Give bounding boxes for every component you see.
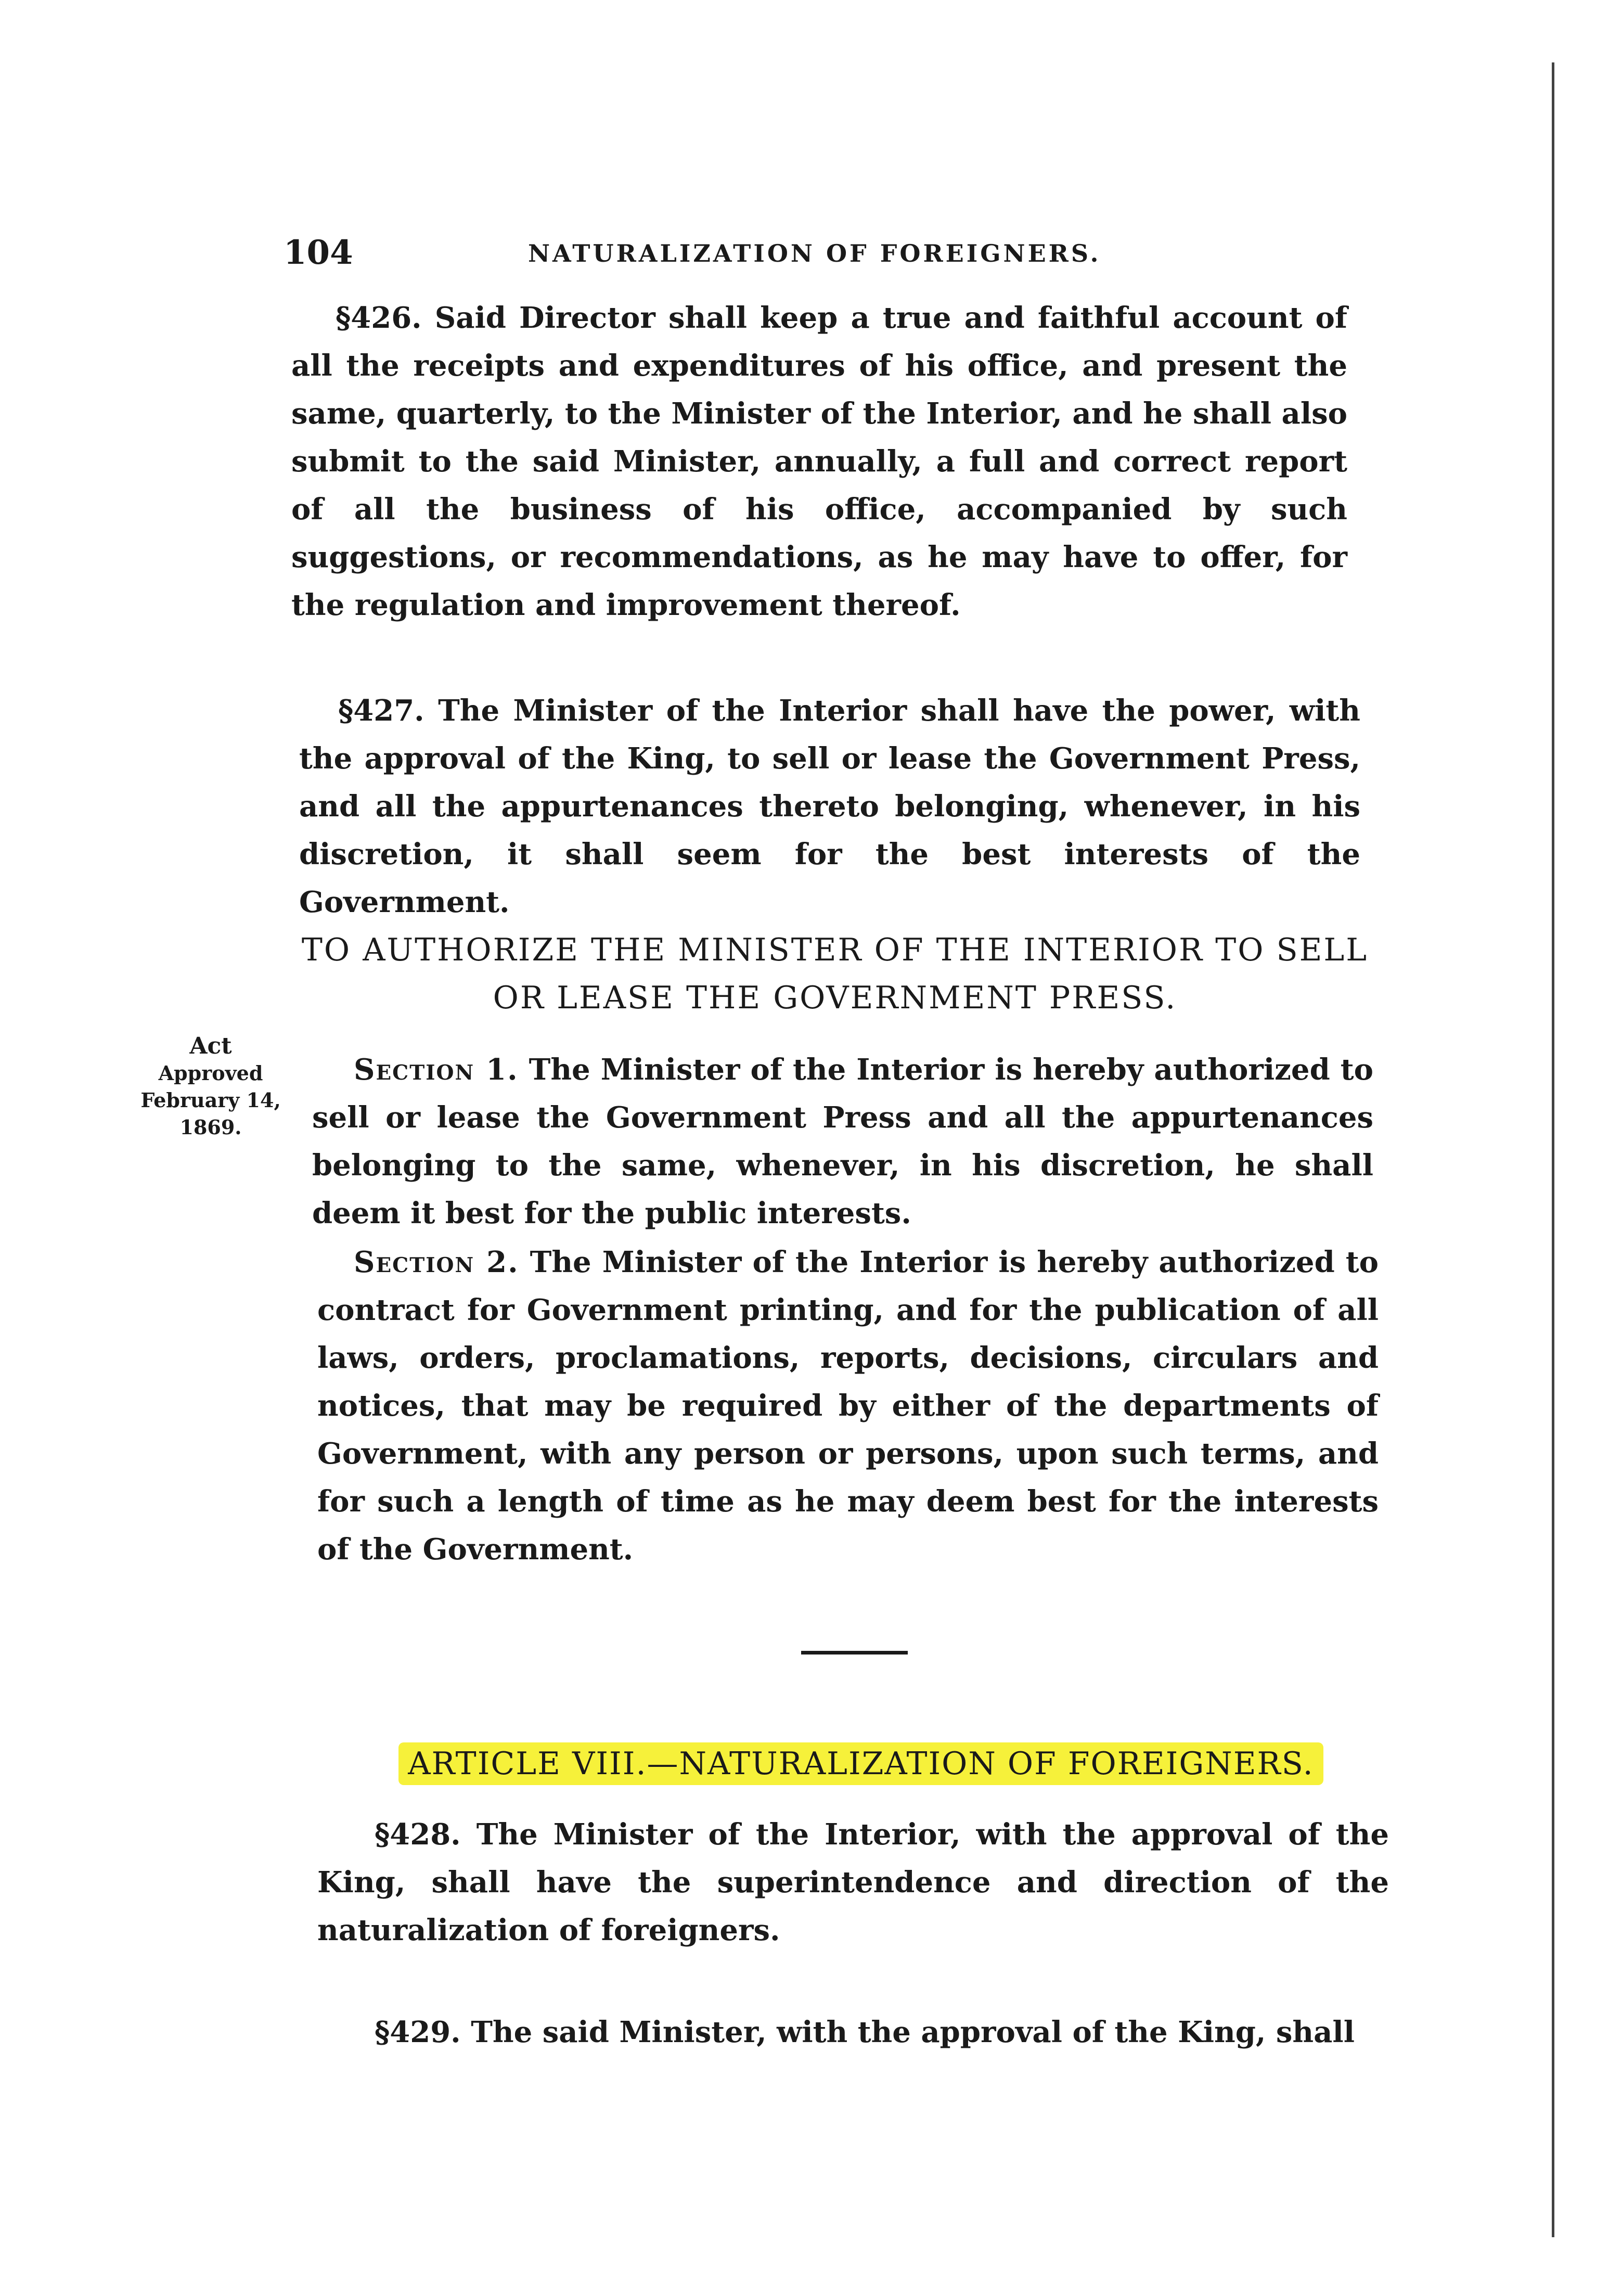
margin-note-title: Act <box>189 1033 232 1059</box>
section-427 <box>299 687 1360 926</box>
article-heading <box>359 1735 1363 1792</box>
section-label: Section 2. <box>354 1245 519 1279</box>
section-text: The Minister of the Interior shall have the power, with the approval of the King, to sell or lease the Government Press, and all the appurtenances thereto belonging, whenever, in his discretion, it shall seem for the best interests of the Government. <box>299 694 1360 919</box>
section-number: §429. <box>375 2015 461 2049</box>
margin-note-text: Approved February 14, 1869. <box>140 1061 281 1139</box>
act-section-2 <box>317 1238 1379 1573</box>
article-heading-text: ARTICLE VIII.—NATURALIZATION OF FOREIGNERS. <box>398 1742 1323 1785</box>
section-number: §427. <box>338 694 424 728</box>
margin-note <box>112 1033 310 1141</box>
section-text: The Minister of the Interior is hereby authorized to sell or lease the Government Press and all the appurtenances belonging to the same, whenever, in his discretion, he shall deem it best for the public interests. <box>312 1053 1373 1230</box>
section-label: Section 1. <box>354 1053 519 1087</box>
act-heading: TO AUTHORIZE THE MINISTER OF THE INTERIOR TO SELL OR LEASE THE GOVERNMENT PRESS. <box>301 932 1369 1016</box>
section-text: Said Director shall keep a true and faithful account of all the receipts and expenditures of his office, and present the same, quarterly, to the Minister of the Interior, and he shall also submit to the said Minister, annually, a full and correct report of all the business of his office, accompanied by such suggestions, or recommendations, as he may have to offer, for the regulation and improvement thereof. <box>291 301 1348 622</box>
section-text: The Minister of the Interior, with the approval of the King, shall have the superintendence and direction of the naturalization of foreigners. <box>317 1817 1389 1947</box>
running-head: NATURALIZATION OF FOREIGNERS. <box>528 239 1101 267</box>
section-428 <box>317 1811 1389 1954</box>
page-header <box>284 233 1350 280</box>
section-number: §428. <box>375 1817 461 1852</box>
section-text: The said Minister, with the approval of the King, shall <box>471 2015 1355 2049</box>
section-number: §426. <box>336 301 422 335</box>
divider-rule <box>801 1651 908 1654</box>
act-section-1 <box>312 1046 1373 1237</box>
scan-edge-line <box>1549 62 1554 2237</box>
section-426 <box>291 294 1347 629</box>
section-429 <box>323 2008 1399 2056</box>
section-text: The Minister of the Interior is hereby authorized to contract for Government printing, and for the publication of all laws, orders, proclamations, reports, decisions, circulars and notices, that may be required by either of the departments of Government, with any person or persons, upon such terms, and for such a length of time as he may deem best for the interests of the Government. <box>317 1245 1379 1567</box>
page-number: 104 <box>284 233 353 272</box>
